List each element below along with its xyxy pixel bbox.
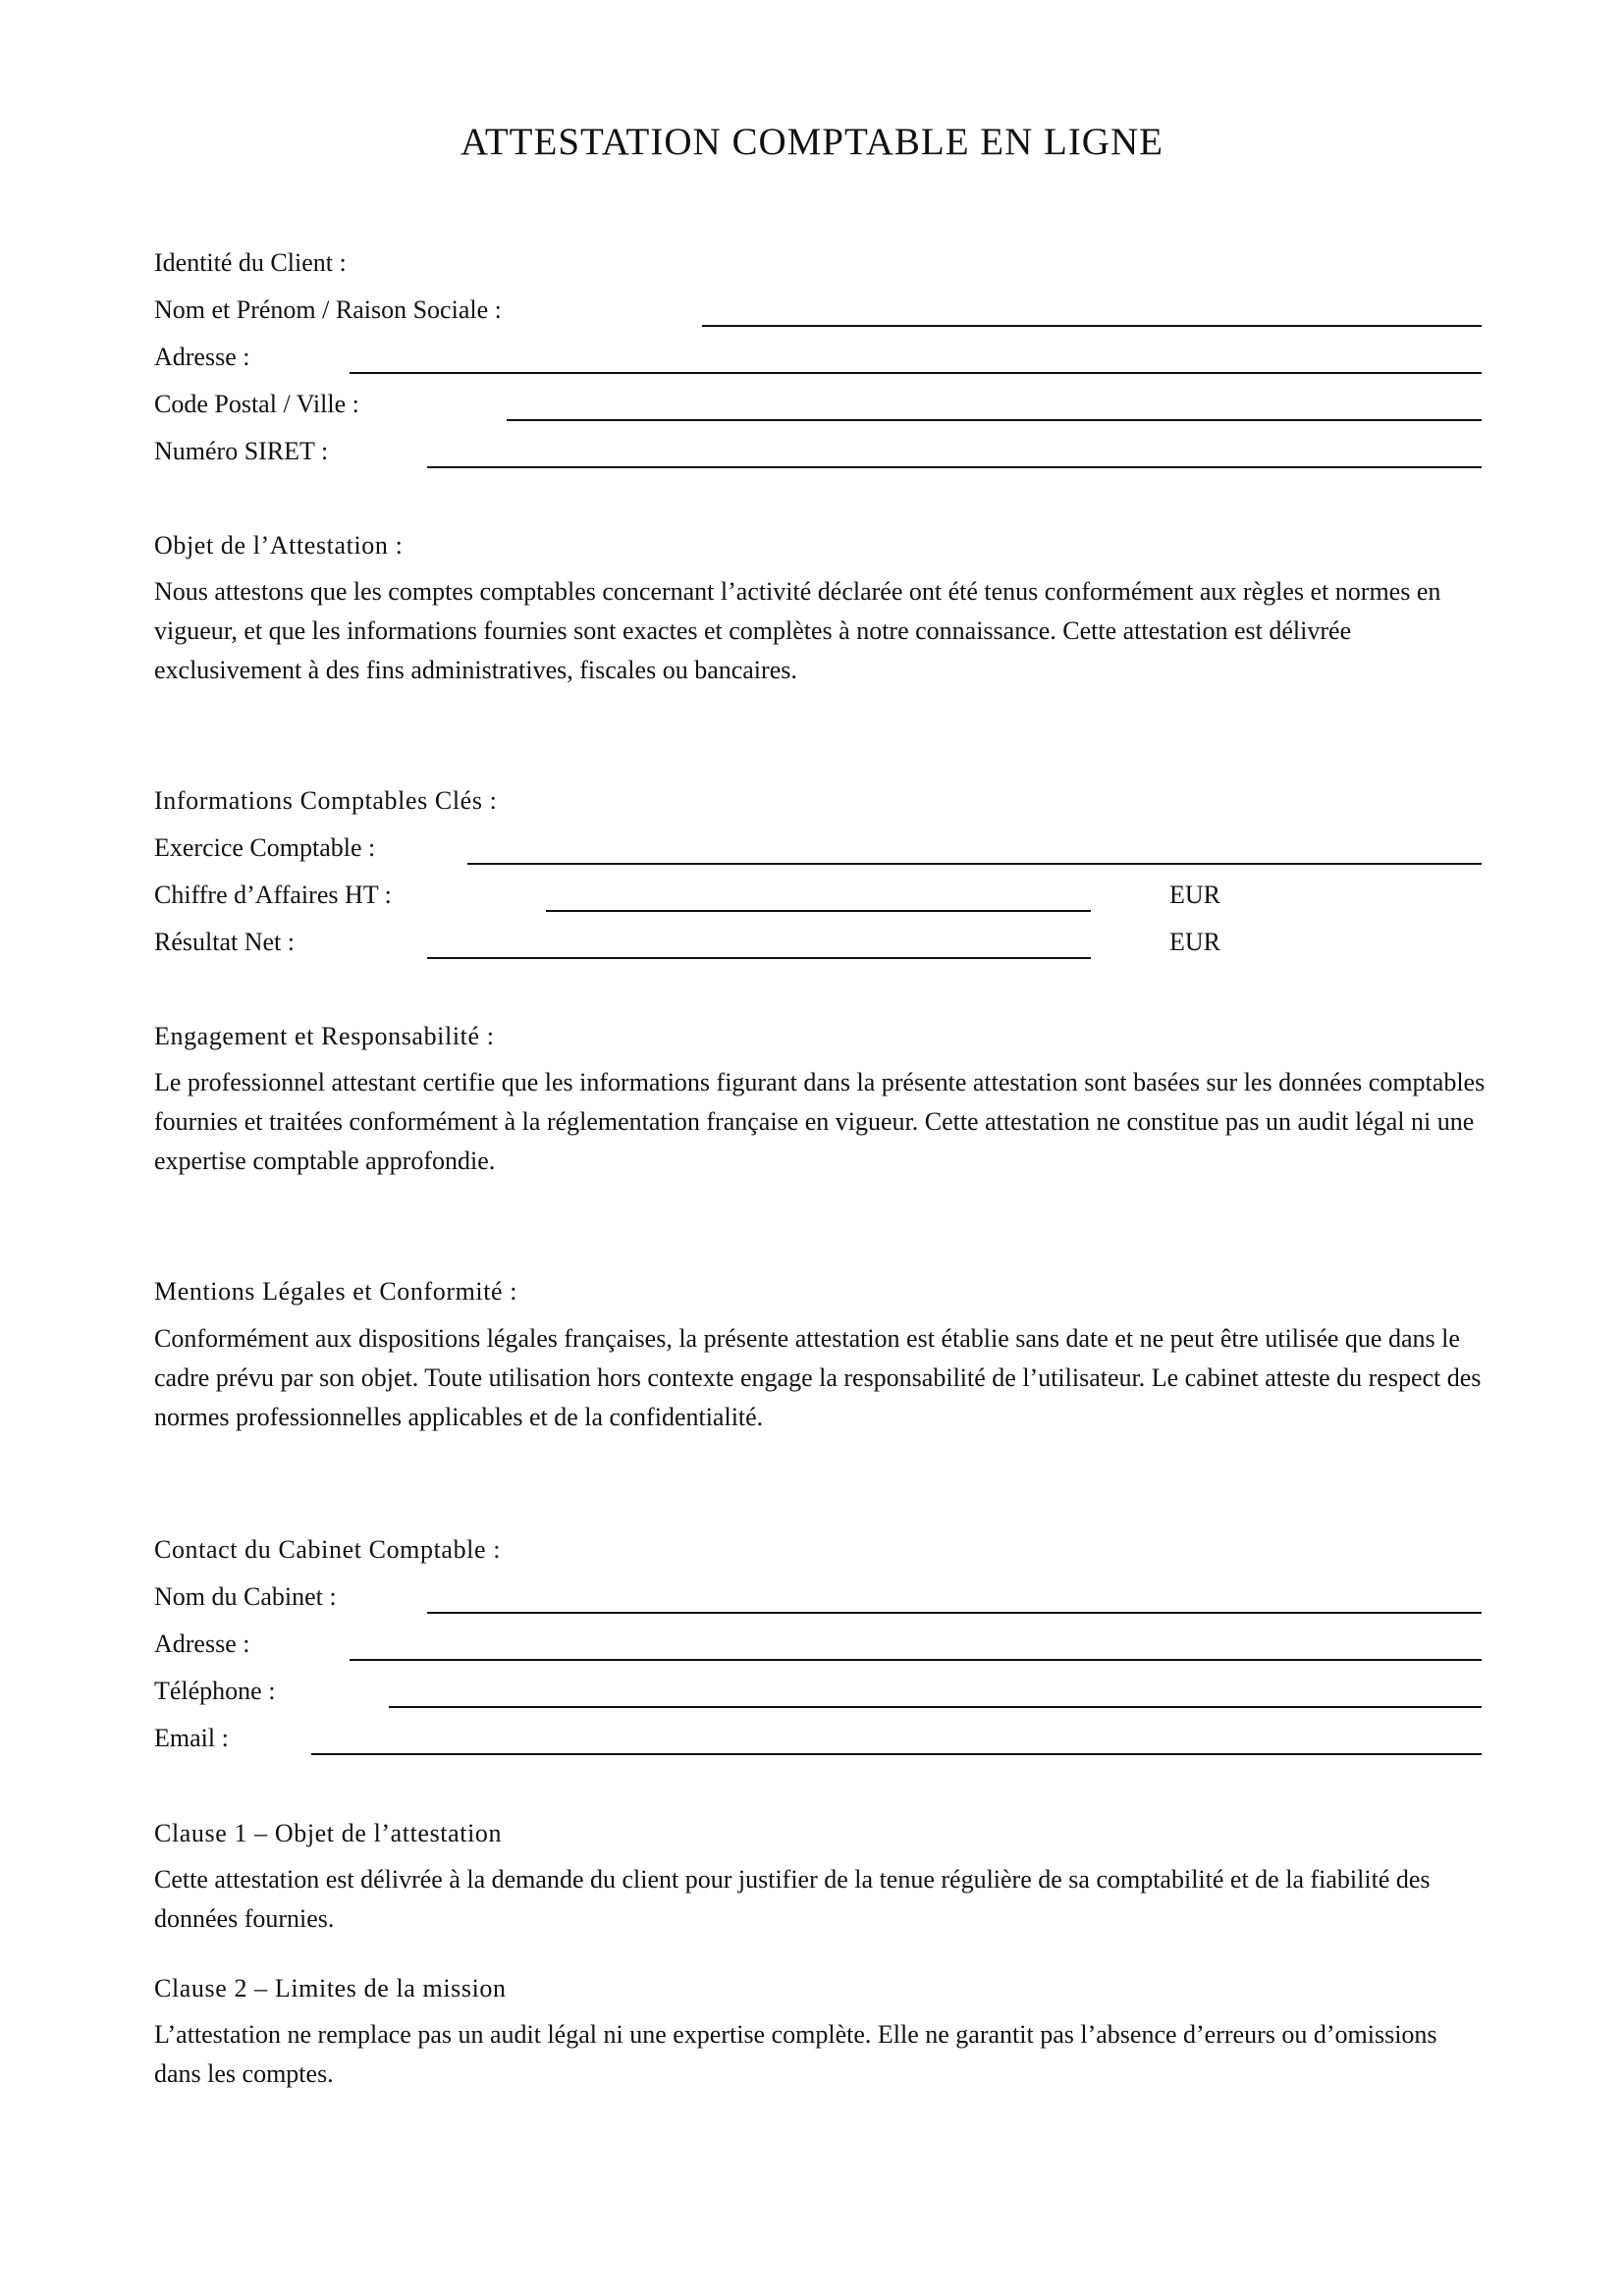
cabinet-email-label: Email : bbox=[154, 1724, 229, 1752]
clause-1-paragraph: Cette attestation est délivrée à la demande du client pour justifier de la tenue régulière de sa comptabilité et de la fiabilité des données fournies. bbox=[154, 1865, 1431, 1933]
engagement-section-heading: Engagement et Responsabilité : bbox=[154, 1022, 495, 1050]
cabinet-address-field[interactable] bbox=[350, 1659, 1482, 1661]
client-postal-field[interactable] bbox=[507, 419, 1482, 421]
clause-2-paragraph: L’attestation ne remplace pas un audit légal ni une expertise complète. Elle ne garantit pas l’absence d’erreurs ou d’omissions dans les comptes. bbox=[154, 2020, 1437, 2088]
revenue-field[interactable] bbox=[546, 910, 1091, 912]
object-section-heading: Objet de l’Attestation : bbox=[154, 531, 404, 560]
client-name-label: Nom et Prénom / Raison Sociale : bbox=[154, 295, 502, 324]
client-address-field[interactable] bbox=[350, 372, 1482, 374]
net-result-field[interactable] bbox=[427, 957, 1091, 959]
client-postal-label: Code Postal / Ville : bbox=[154, 390, 359, 418]
clause-2-heading: Clause 2 – Limites de la mission bbox=[154, 1974, 507, 2002]
cabinet-address-label: Adresse : bbox=[154, 1629, 250, 1658]
client-address-label: Adresse : bbox=[154, 343, 250, 371]
revenue-unit: EUR bbox=[1169, 881, 1220, 909]
engagement-paragraph: Le professionnel attestant certifie que les informations figurant dans la présente attestation sont basées sur les données comptables fournies et traitées conformément à la réglementation française en vigueur. Cette attestation ne constitue pas un audit légal ni une expertise comptable approfondie. bbox=[154, 1068, 1486, 1175]
exercise-field[interactable] bbox=[467, 863, 1482, 865]
net-result-unit: EUR bbox=[1169, 928, 1220, 956]
accounting-section-heading: Informations Comptables Clés : bbox=[154, 786, 498, 815]
legal-section-heading: Mentions Légales et Conformité : bbox=[154, 1277, 518, 1306]
cabinet-email-field[interactable] bbox=[311, 1753, 1482, 1755]
cabinet-name-field[interactable] bbox=[427, 1612, 1482, 1614]
cabinet-phone-field[interactable] bbox=[389, 1706, 1482, 1708]
object-paragraph: Nous attestons que les comptes comptables concernant l’activité déclarée ont été tenus conformément aux règles et normes en vigueur, et que les informations fournies sont exactes et complètes à notre connaissance. Cette attestation est délivrée exclusivement à des fins administratives, fiscales ou bancaires. bbox=[154, 577, 1441, 684]
legal-paragraph: Conformément aux dispositions légales françaises, la présente attestation est établie sans date et ne peut être utilisée que dans le cadre prévu par son objet. Toute utilisation hors contexte engage la responsabilité de l’utilisateur. Le cabinet atteste du respect des normes professionnelles applicables et de la confidentialité. bbox=[154, 1324, 1482, 1431]
net-result-label: Résultat Net : bbox=[154, 928, 295, 956]
client-siret-label: Numéro SIRET : bbox=[154, 437, 329, 465]
cabinet-phone-label: Téléphone : bbox=[154, 1677, 276, 1705]
revenue-label: Chiffre d’Affaires HT : bbox=[154, 881, 392, 909]
document-title: ATTESTATION COMPTABLE EN LIGNE bbox=[460, 121, 1164, 163]
cabinet-section-heading: Contact du Cabinet Comptable : bbox=[154, 1535, 502, 1564]
exercise-label: Exercice Comptable : bbox=[154, 833, 376, 862]
clause-1-heading: Clause 1 – Objet de l’attestation bbox=[154, 1819, 503, 1847]
client-section-heading: Identité du Client : bbox=[154, 248, 347, 277]
cabinet-name-label: Nom du Cabinet : bbox=[154, 1582, 337, 1611]
client-siret-field[interactable] bbox=[427, 466, 1482, 468]
client-name-field[interactable] bbox=[702, 325, 1482, 327]
